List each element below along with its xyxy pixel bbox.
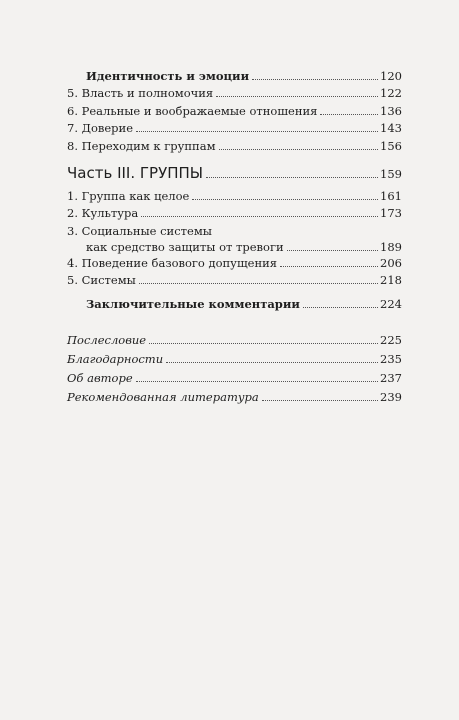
- toc-entry-page: 122: [380, 86, 402, 100]
- toc-entry-recommended-reading: [67, 390, 402, 404]
- part-title: Часть III. ГРУППЫ: [67, 164, 204, 182]
- toc-entry-closing-comments: [86, 297, 402, 311]
- leader-dots: [206, 177, 378, 178]
- toc-entry-title: Заключительные комментарии: [86, 297, 300, 311]
- toc-entry-page: 156: [380, 139, 402, 153]
- leader-dots: [252, 79, 378, 80]
- toc-entry-page: 235: [380, 352, 402, 366]
- toc-entry-page: 206: [380, 256, 402, 270]
- toc-entry-acknowledgements: [67, 352, 402, 366]
- toc-entry-systems: [67, 273, 402, 287]
- leader-dots: [320, 114, 378, 115]
- toc-entry-social-systems-cont: [86, 240, 402, 254]
- toc-entry-title: как средство защиты от тревоги: [86, 240, 284, 254]
- toc-entry-page: 218: [380, 273, 402, 287]
- toc-entry-title: 2. Культура: [67, 206, 139, 220]
- toc-entry-social-systems: 3. Социальные системы: [67, 224, 212, 238]
- leader-dots: [287, 250, 378, 251]
- leader-dots: [216, 96, 378, 97]
- toc-entry-about-author: [67, 371, 402, 385]
- toc-entry-to-groups: [67, 139, 402, 153]
- leader-dots: [166, 362, 378, 363]
- toc-entry-title: Рекомендованная литература: [67, 390, 259, 404]
- toc-entry-title: 4. Поведение базового допущения: [67, 256, 278, 270]
- toc-entry-title: 7. Доверие: [67, 121, 134, 135]
- toc-entry-title: Идентичность и эмоции: [86, 69, 250, 83]
- leader-dots: [262, 400, 378, 401]
- leader-dots: [303, 307, 378, 308]
- toc-entry-title: 5. Системы: [67, 273, 136, 287]
- toc-entry-title: 5. Власть и полномочия: [67, 86, 214, 100]
- toc-entry-afterword: [67, 333, 402, 347]
- leader-dots: [149, 343, 378, 344]
- leader-dots: [141, 216, 378, 217]
- toc-entry-page: 120: [380, 69, 402, 83]
- toc-entry-page: 173: [380, 206, 402, 220]
- leader-dots: [136, 381, 378, 382]
- toc-entry-page: 237: [380, 371, 402, 385]
- toc-entry-title: 1. Группа как целое: [67, 189, 190, 203]
- leader-dots: [192, 199, 378, 200]
- toc-entry-page: 239: [380, 390, 402, 404]
- toc-entry-title: 8. Переходим к группам: [67, 139, 216, 153]
- toc-entry-relations: [67, 104, 402, 118]
- toc-entry-culture: [67, 206, 402, 220]
- toc-entry-page: 224: [380, 297, 402, 311]
- toc-entry-page: 225: [380, 333, 402, 347]
- leader-dots: [139, 283, 378, 284]
- leader-dots: [280, 266, 378, 267]
- toc-entry-title: Об авторе: [67, 371, 133, 385]
- toc-entry-power: [67, 86, 402, 100]
- toc-entry-basic-assumption: [67, 256, 402, 270]
- toc-entry-group-whole: [67, 189, 402, 203]
- toc-part-heading: [67, 164, 402, 183]
- toc-entry-page: 143: [380, 121, 402, 135]
- toc-entry-trust: [67, 121, 402, 135]
- leader-dots: [136, 131, 378, 132]
- leader-dots: [219, 149, 379, 150]
- toc-entry-title: Послесловие: [67, 333, 147, 347]
- toc-entry-identity: [86, 69, 402, 83]
- part-page: 159: [380, 167, 402, 181]
- toc-entry-title: Благодарности: [67, 352, 164, 366]
- toc-entry-title: 6. Реальные и воображаемые отношения: [67, 104, 318, 118]
- toc-entry-page: 189: [380, 240, 402, 254]
- toc-entry-page: 161: [380, 189, 402, 203]
- toc-entry-page: 136: [380, 104, 402, 118]
